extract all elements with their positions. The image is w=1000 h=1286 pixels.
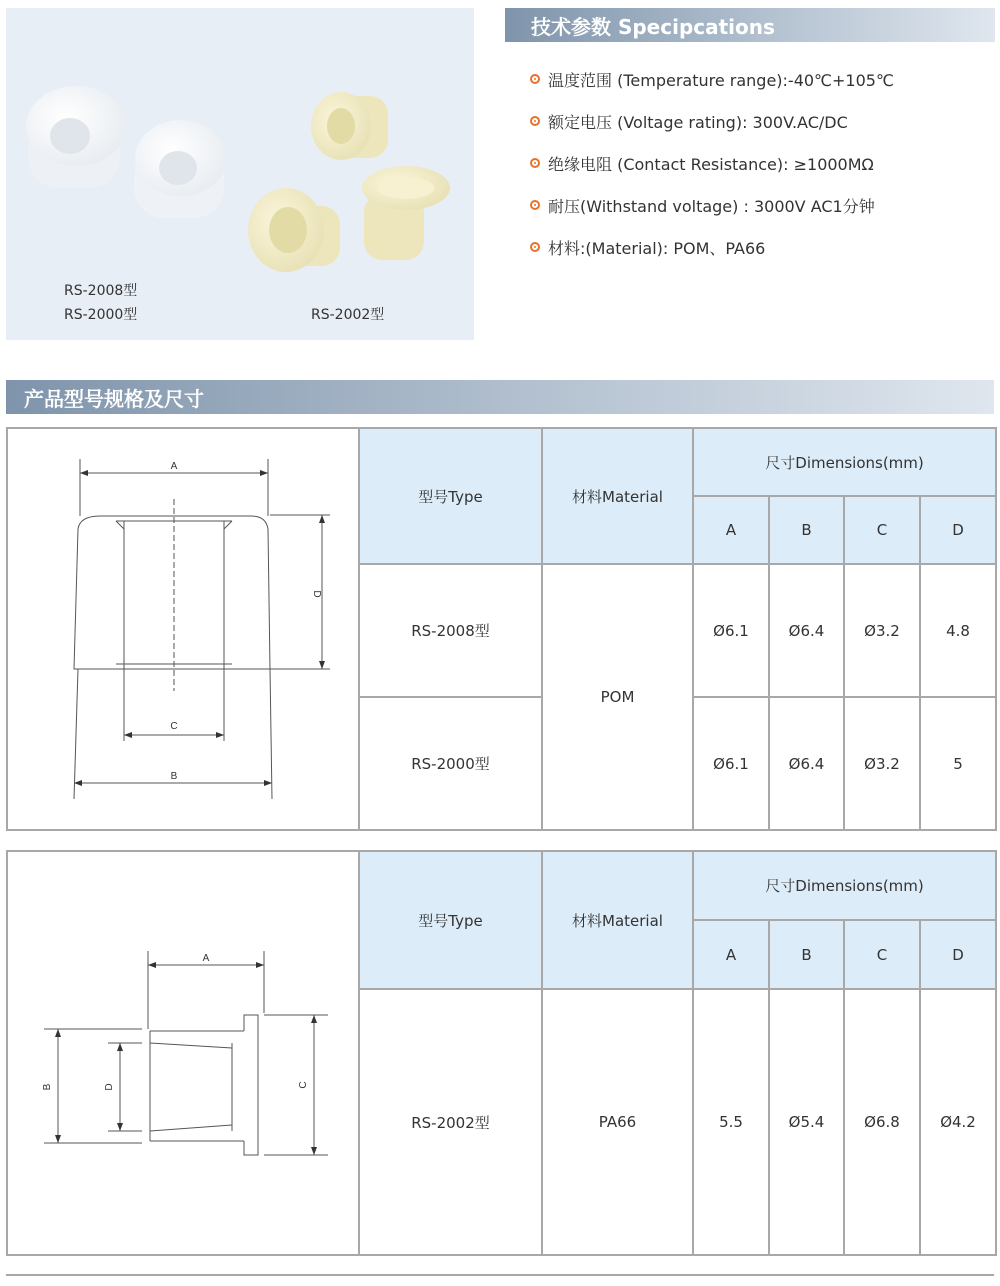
header-dim-d: D [920, 496, 996, 564]
dimensions-table-pa66 [6, 850, 997, 1256]
rs2002-bushing-image-3 [362, 166, 450, 260]
header-dimensions: 尺寸Dimensions(mm) [693, 851, 996, 920]
rs2002-bushing-image-2 [248, 188, 340, 272]
bullet-icon [530, 116, 540, 126]
header-dim-b: B [769, 496, 844, 564]
dim-label-d: D [311, 590, 322, 598]
spec-item [530, 226, 990, 268]
dim-label-b: B [170, 771, 178, 782]
header-dim-c: C [844, 920, 920, 989]
cell-a: 5.5 [693, 989, 769, 1255]
dimensions-table-pom [6, 427, 997, 831]
header-type: 型号Type [359, 428, 542, 564]
bullet-icon [530, 74, 540, 84]
dim-label-c: C [170, 721, 178, 732]
specs-list [530, 58, 990, 268]
bullet-icon [530, 242, 540, 252]
header-dimensions: 尺寸Dimensions(mm) [693, 428, 996, 496]
header-material: 材料Material [542, 428, 693, 564]
caption-rs2000: RS-2000型 [64, 307, 138, 323]
dim-label-a: A [170, 461, 178, 472]
cell-material: PA66 [542, 989, 693, 1255]
specs-header: 技术参数 Specipcations [505, 8, 995, 42]
diagram-cell-bushing [7, 851, 359, 1255]
rs2000-spacer-image [134, 120, 227, 218]
spec-item [530, 184, 990, 226]
cell-b: Ø6.4 [769, 564, 844, 697]
spacer-dimension-drawing [8, 429, 358, 829]
bottom-divider [6, 1274, 994, 1276]
spec-item [530, 142, 990, 184]
cell-b: Ø6.4 [769, 697, 844, 830]
bullet-icon [530, 200, 540, 210]
cell-material: POM [542, 564, 693, 830]
cell-type: RS-2008型 [359, 564, 542, 697]
spec-item-text: 额定电压 (Voltage rating): 300V.AC/DC [548, 112, 848, 132]
cell-d: Ø4.2 [920, 989, 996, 1255]
caption-rs2002: RS-2002型 [311, 307, 385, 323]
spec-item-text: 温度范围 (Temperature range):-40℃+105℃ [548, 70, 894, 90]
cell-d: 5 [920, 697, 996, 830]
header-material: 材料Material [542, 851, 693, 989]
cell-type: RS-2002型 [359, 989, 542, 1255]
product-photo [6, 8, 474, 340]
header-dim-a: A [693, 496, 769, 564]
diagram-cell-spacer [7, 428, 359, 830]
cell-c: Ø3.2 [844, 697, 920, 830]
bushing-dimension-drawing [8, 853, 358, 1253]
cell-d: 4.8 [920, 564, 996, 697]
rs2002-bushing-image-1 [311, 92, 388, 160]
spec-item [530, 100, 990, 142]
caption-rs2008: RS-2008型 [64, 283, 138, 299]
rs2008-spacer-image [26, 86, 126, 188]
dim-label-c: C [298, 1081, 309, 1089]
header-dim-d: D [920, 920, 996, 989]
cell-c: Ø3.2 [844, 564, 920, 697]
cell-a: Ø6.1 [693, 697, 769, 830]
spec-item-text: 耐压(Withstand voltage) : 3000V AC1分钟 [548, 196, 875, 216]
header-dim-c: C [844, 496, 920, 564]
dimensions-header: 产品型号规格及尺寸 [6, 380, 994, 414]
bullet-icon [530, 158, 540, 168]
spec-item [530, 58, 990, 100]
header-dim-b: B [769, 920, 844, 989]
cell-type: RS-2000型 [359, 697, 542, 830]
dim-label-d: D [104, 1083, 115, 1091]
spec-item-text: 材料:(Material): POM、PA66 [548, 238, 766, 258]
header-type: 型号Type [359, 851, 542, 989]
cell-b: Ø5.4 [769, 989, 844, 1255]
dim-label-a: A [202, 953, 210, 964]
cell-c: Ø6.8 [844, 989, 920, 1255]
cell-a: Ø6.1 [693, 564, 769, 697]
spec-item-text: 绝缘电阻 (Contact Resistance): ≥1000MΩ [548, 154, 874, 174]
dim-label-b: B [42, 1083, 53, 1091]
header-dim-a: A [693, 920, 769, 989]
